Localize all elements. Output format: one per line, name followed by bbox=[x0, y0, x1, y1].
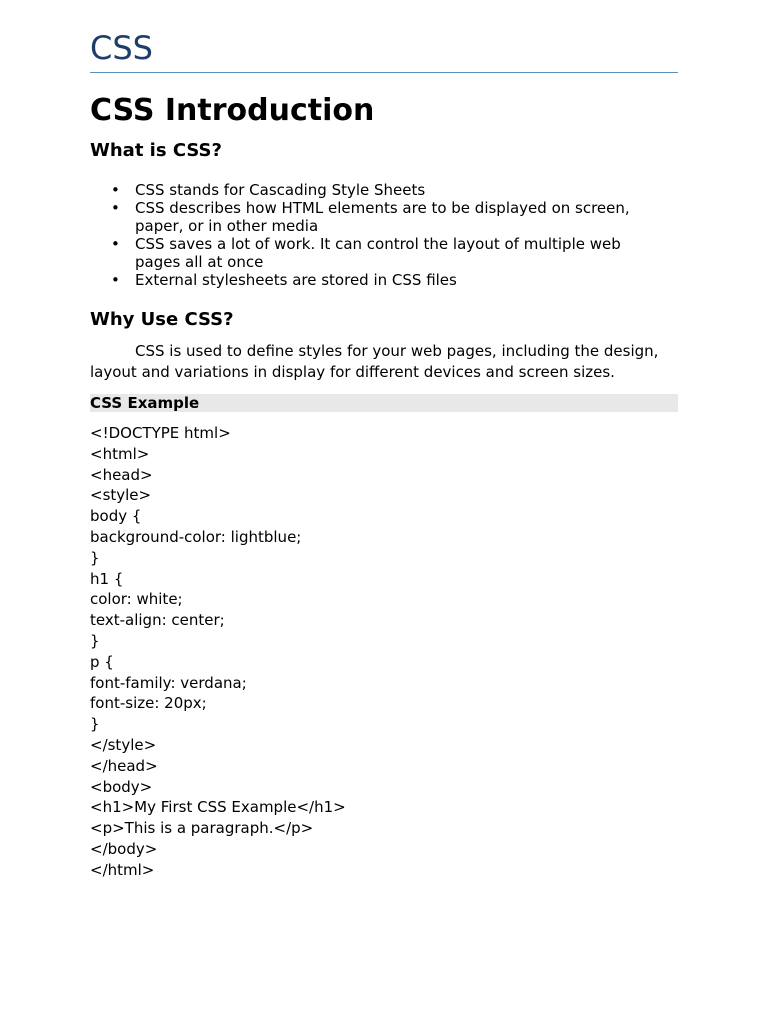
code-line: <h1>My First CSS Example</h1> bbox=[90, 798, 346, 817]
code-line: <html> bbox=[90, 444, 150, 463]
why-paragraph: CSS is used to define styles for your web pages, including the design, layout and variations in display for different devices and screen sizes. bbox=[90, 342, 659, 381]
bullet-text: External stylesheets are stored in CSS files bbox=[135, 271, 457, 289]
code-line: </html> bbox=[90, 860, 155, 879]
main-heading: CSS Introduction bbox=[90, 93, 375, 128]
bullet-dot: • bbox=[111, 181, 120, 199]
code-line: } bbox=[90, 631, 100, 650]
code-line: <head> bbox=[90, 465, 153, 484]
code-block bbox=[90, 423, 346, 881]
bullet-text: CSS stands for Cascading Style Sheets bbox=[135, 181, 426, 199]
code-line: <body> bbox=[90, 777, 153, 796]
document-title: CSS bbox=[90, 29, 153, 67]
bullet-item bbox=[90, 235, 650, 271]
code-line: text-align: center; bbox=[90, 611, 225, 630]
code-line: } bbox=[90, 715, 100, 734]
why-use-css-heading: Why Use CSS? bbox=[90, 309, 234, 330]
code-line: font-family: verdana; bbox=[90, 673, 247, 692]
code-line: font-size: 20px; bbox=[90, 694, 207, 713]
code-line: } bbox=[90, 548, 100, 567]
bullet-text: CSS saves a lot of work. It can control the layout of multiple web pages all at once bbox=[135, 235, 621, 271]
bullet-list bbox=[90, 181, 650, 289]
bullet-dot: • bbox=[111, 235, 120, 253]
bullet-item bbox=[90, 199, 650, 235]
code-line: </head> bbox=[90, 756, 158, 775]
code-line: <p>This is a paragraph.</p> bbox=[90, 819, 314, 838]
bullet-dot: • bbox=[111, 271, 120, 289]
code-line: color: white; bbox=[90, 590, 183, 609]
bullet-item bbox=[90, 271, 650, 289]
code-line: </style> bbox=[90, 735, 157, 754]
what-is-css-heading: What is CSS? bbox=[90, 140, 222, 161]
code-line: background-color: lightblue; bbox=[90, 527, 302, 546]
code-line: body { bbox=[90, 507, 142, 526]
bullet-dot: • bbox=[111, 199, 120, 217]
code-line: <style> bbox=[90, 486, 152, 505]
title-underline bbox=[90, 72, 678, 73]
bullet-item bbox=[90, 181, 650, 199]
code-line: h1 { bbox=[90, 569, 124, 588]
code-line: </body> bbox=[90, 839, 158, 858]
css-example-heading: CSS Example bbox=[90, 394, 678, 412]
code-line: p { bbox=[90, 652, 114, 671]
bullet-text: CSS describes how HTML elements are to be displayed on screen, paper, or in other media bbox=[135, 199, 630, 235]
code-line: <!DOCTYPE html> bbox=[90, 424, 231, 442]
